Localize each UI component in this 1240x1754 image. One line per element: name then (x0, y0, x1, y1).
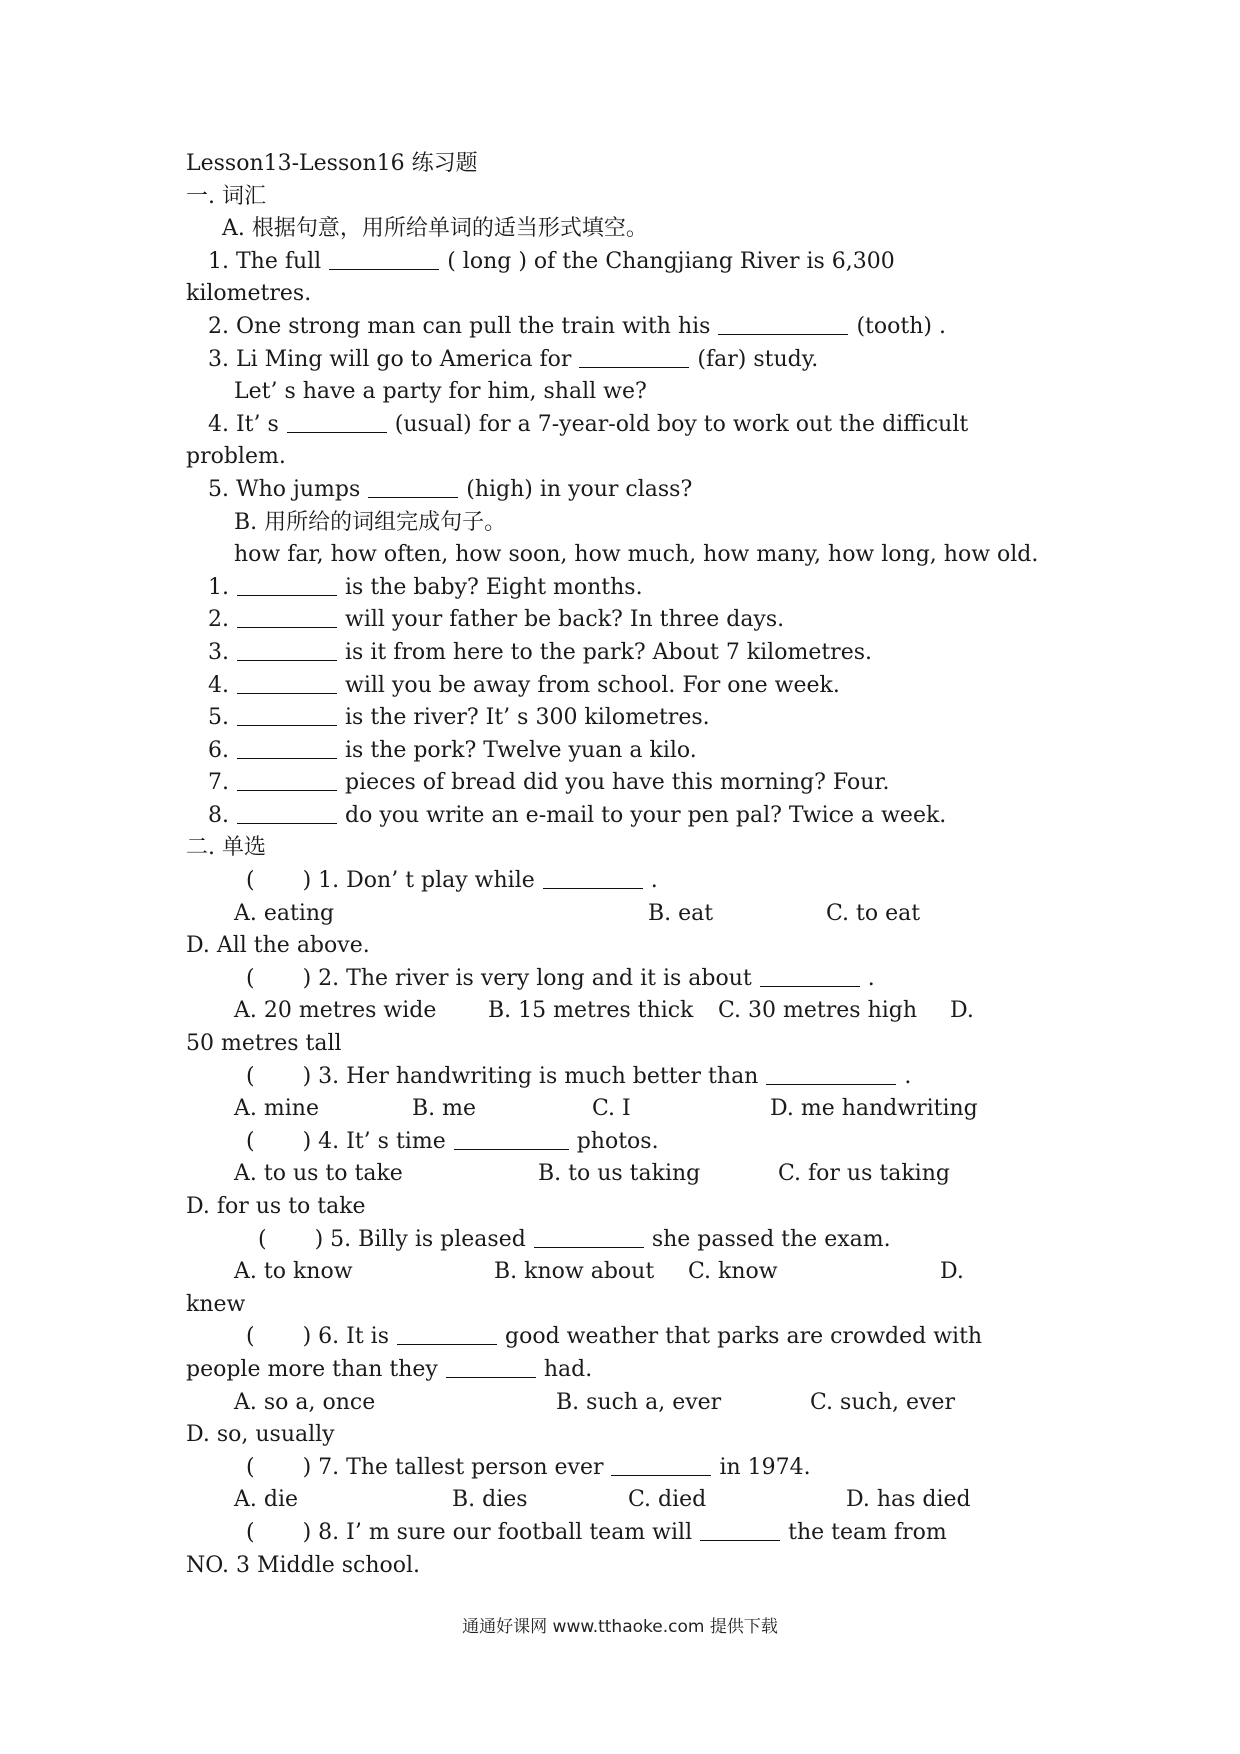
worksheet-title: Lesson13-Lesson16 练习题 (186, 151, 478, 176)
option-d[interactable]: D. has died (846, 1487, 971, 1513)
partB-phrases: how far, how often, how soon, how much, how many, how long, how old. (234, 542, 1039, 568)
mc-question-3: ( ) 3. Her handwriting is much better than . (246, 1063, 912, 1089)
option-a[interactable]: A. to us to take (234, 1161, 403, 1187)
partA-instruction: A. 根据句意，用所给单词的适当形式填空。 (222, 216, 648, 242)
partB-instruction: B. 用所给的词组完成句子。 (234, 509, 507, 535)
mc-question-6: ( ) 6. It is good weather that parks are crowded with (246, 1324, 983, 1350)
phrase-item: 2. will your father be back? In three days. (208, 607, 785, 633)
option-d[interactable]: D. so, usually (186, 1422, 335, 1448)
option-b[interactable]: B. 15 metres thick (488, 998, 694, 1024)
option-d[interactable]: D. (950, 998, 974, 1024)
option-a[interactable]: A. so a, once (234, 1389, 376, 1415)
vocab-q3-extra: Let’ s have a party for him, shall we? (234, 379, 647, 405)
option-c[interactable]: C. died (628, 1487, 707, 1513)
answer-blank[interactable] (446, 1376, 536, 1378)
mc-options-3 (186, 1093, 1056, 1126)
section2-heading: 二. 单选 (186, 835, 266, 861)
answer-blank[interactable] (237, 659, 337, 661)
vocab-q2: 2. One strong man can pull the train with his (tooth) . (208, 313, 946, 339)
mc-question-8: ( ) 8. I’ m sure our football team will the team from (246, 1519, 947, 1545)
phrase-item: 6. is the pork? Twelve yuan a kilo. (208, 737, 697, 763)
answer-blank[interactable] (700, 1539, 780, 1541)
vocab-q4-line1: 4. It’ s (usual) for a 7-year-old boy to work out the difficult (208, 411, 969, 437)
vocab-q5: 5. Who jumps (high) in your class? (208, 476, 693, 502)
option-a[interactable]: A. eating (234, 900, 335, 926)
answer-blank[interactable] (237, 626, 337, 628)
section1-heading: 一. 词汇 (186, 183, 266, 209)
option-a[interactable]: A. mine (234, 1096, 319, 1122)
answer-blank[interactable] (766, 1083, 896, 1085)
option-d-cont: knew (186, 1291, 246, 1317)
answer-blank[interactable] (329, 268, 439, 270)
answer-blank[interactable] (237, 822, 337, 824)
option-d[interactable]: D. for us to take (186, 1194, 366, 1219)
answer-blank[interactable] (611, 1474, 711, 1476)
option-c[interactable]: C. 30 metres high (718, 998, 918, 1024)
option-b[interactable]: B. know about (494, 1259, 655, 1285)
phrase-item: 3. is it from here to the park? About 7 kilometres. (208, 639, 873, 665)
mc-question-4: ( ) 4. It’ s time photos. (246, 1128, 659, 1154)
option-c[interactable]: C. for us taking (778, 1161, 950, 1187)
option-b[interactable]: B. dies (452, 1487, 528, 1513)
phrase-item: 4. will you be away from school. For one week. (208, 672, 840, 698)
option-a[interactable]: A. 20 metres wide (234, 998, 437, 1024)
option-d[interactable]: D. me handwriting (770, 1096, 978, 1122)
mc-question-2: ( ) 2. The river is very long and it is about . (246, 965, 875, 991)
answer-blank[interactable] (287, 431, 387, 433)
phrase-item: 8. do you write an e-mail to your pen pal? Twice a week. (208, 802, 947, 828)
option-c[interactable]: C. know (688, 1259, 778, 1285)
option-a[interactable]: A. die (234, 1487, 299, 1513)
option-c[interactable]: C. to eat (826, 900, 921, 926)
answer-blank[interactable] (368, 496, 458, 498)
answer-blank[interactable] (760, 985, 860, 987)
mc-options-6 (186, 1387, 1056, 1420)
answer-blank[interactable] (237, 692, 337, 694)
option-c[interactable]: C. such, ever (810, 1389, 955, 1415)
mc-question-6-cont: people more than they had. (186, 1356, 593, 1382)
option-b[interactable]: B. eat (648, 900, 714, 926)
phrase-item: 7. pieces of bread did you have this morning? Four. (208, 770, 890, 796)
mc-question-1: ( ) 1. Don’ t play while . (246, 868, 658, 894)
answer-blank[interactable] (237, 789, 337, 791)
worksheet-content (186, 148, 1056, 1582)
option-d-cont: 50 metres tall (186, 1031, 342, 1057)
mc-question-5: ( ) 5. Billy is pleased she passed the exam. (258, 1226, 891, 1252)
option-b[interactable]: B. such a, ever (556, 1389, 722, 1415)
option-d[interactable]: D. All the above. (186, 933, 370, 959)
answer-blank[interactable] (237, 757, 337, 759)
answer-blank[interactable] (397, 1343, 497, 1345)
footer-credit: 通通好课网 www.tthaoke.com 提供下载 (462, 1617, 778, 1637)
vocab-q3: 3. Li Ming will go to America for (far) study. (208, 346, 819, 372)
answer-blank[interactable] (718, 333, 848, 335)
option-b[interactable]: B. me (412, 1096, 477, 1122)
answer-blank[interactable] (534, 1246, 644, 1248)
answer-blank[interactable] (237, 594, 337, 596)
mc-question-8-cont: NO. 3 Middle school. (186, 1552, 421, 1578)
mc-options-2 (186, 995, 1056, 1028)
answer-blank[interactable] (237, 724, 337, 726)
option-a[interactable]: A. to know (234, 1259, 353, 1285)
answer-blank[interactable] (454, 1148, 569, 1150)
mc-question-7: ( ) 7. The tallest person ever in 1974. (246, 1454, 811, 1480)
answer-blank[interactable] (543, 887, 643, 889)
mc-options-7 (186, 1484, 1056, 1517)
vocab-q4-line2: problem. (186, 444, 286, 470)
option-b[interactable]: B. to us taking (538, 1161, 701, 1187)
mc-options-4 (186, 1158, 1056, 1191)
option-d[interactable]: D. (940, 1259, 964, 1285)
phrase-item: 1. is the baby? Eight months. (208, 574, 643, 600)
vocab-q1-line1: 1. The full ( long ) of the Changjiang River is 6,300 (208, 248, 895, 274)
answer-blank[interactable] (579, 366, 689, 368)
vocab-q1-line2: kilometres. (186, 281, 312, 307)
mc-options-1 (186, 898, 1056, 931)
mc-options-5 (186, 1256, 1056, 1289)
phrase-item: 5. is the river? It’ s 300 kilometres. (208, 705, 710, 731)
option-c[interactable]: C. I (592, 1096, 631, 1122)
